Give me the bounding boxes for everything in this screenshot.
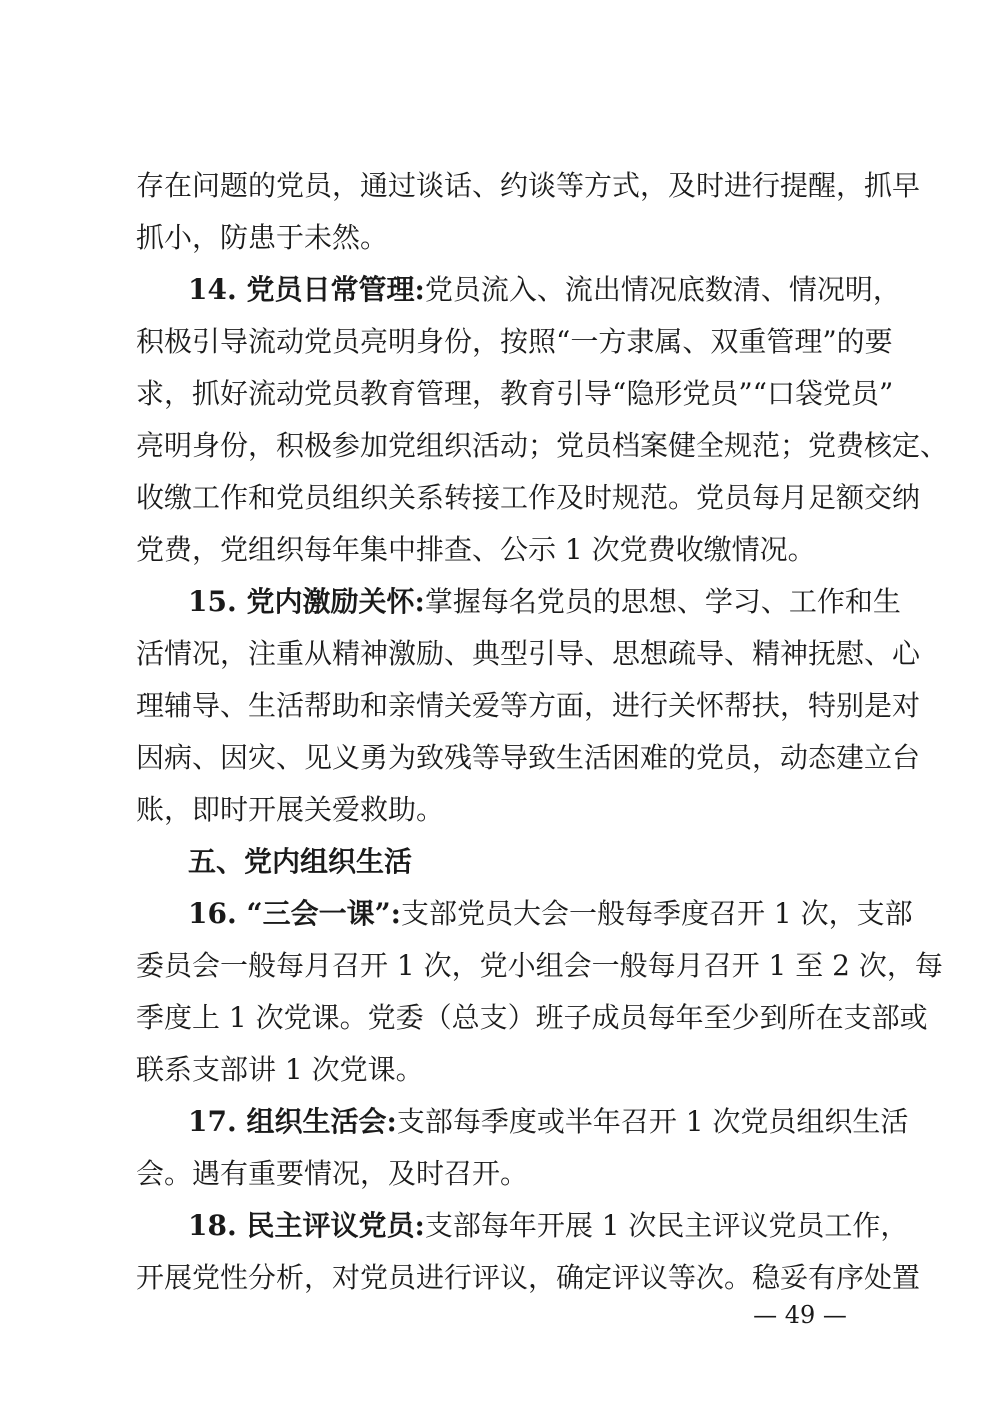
text-line: 活情况，注重从精神激励、典型引导、思想疏导、精神抚慰、心 [136,637,921,670]
item-17-lead: 17. 组织生活会: [188,1105,397,1138]
item-15-text: 掌握每名党员的思想、学习、工作和生 [424,585,901,618]
text-line: 亮明身份，积极参加党组织活动；党员档案健全规范；党费核定、 [136,429,949,462]
page-number: — 49 — [753,1301,847,1329]
item-15-lead: 15. 党内激励关怀: [188,585,425,618]
item-18-lead: 18. 民主评议党员: [188,1209,425,1242]
text-line: 开展党性分析，对党员进行评议，确定评议等次。稳妥有序处置 [136,1261,921,1294]
item-16-text: 支部党员大会一般每季度召开 1 次，支部 [401,897,913,930]
text-line: 抓小，防患于未然。 [136,221,389,254]
section-heading: 五、党内组织生活 [188,845,413,878]
item-14-first-line [188,264,901,316]
item-18-first-line [188,1200,909,1252]
text-line: 理辅导、生活帮助和亲情关爱等方面，进行关怀帮扶，特别是对 [136,689,921,722]
text-line: 会。遇有重要情况，及时召开。 [136,1157,529,1190]
text-line: 积极引导流动党员亮明身份，按照“一方隶属、双重管理”的要 [136,325,893,358]
text-line: 因病、因灾、见义勇为致残等导致生活困难的党员，动态建立台 [136,741,921,774]
item-18-text: 支部每年开展 1 次民主评议党员工作， [424,1209,909,1242]
item-17-first-line [188,1096,909,1148]
item-17-text: 支部每季度或半年召开 1 次党员组织生活 [396,1105,909,1138]
item-16-first-line [188,888,913,940]
text-line: 党费，党组织每年集中排查、公示 1 次党费收缴情况。 [136,533,816,566]
text-line: 账，即时开展关爱救助。 [136,793,445,826]
text-line: 求，抓好流动党员教育管理，教育引导“隐形党员”“口袋党员” [136,377,894,410]
item-15-first-line [188,576,901,628]
item-16-lead: 16. “三会一课”: [188,897,402,930]
text-line: 联系支部讲 1 次党课。 [136,1053,424,1086]
text-line: 委员会一般每月召开 1 次，党小组会一般每月召开 1 至 2 次，每 [136,949,943,982]
item-14-lead: 14. 党员日常管理: [188,273,425,306]
text-line: 存在问题的党员，通过谈话、约谈等方式，及时进行提醒，抓早 [136,169,921,202]
text-line: 季度上 1 次党课。党委（总支）班子成员每年至少到所在支部或 [136,1001,928,1034]
text-line: 收缴工作和党员组织关系转接工作及时规范。党员每月足额交纳 [136,481,921,514]
item-14-text: 党员流入、流出情况底数清、情况明， [424,273,901,306]
